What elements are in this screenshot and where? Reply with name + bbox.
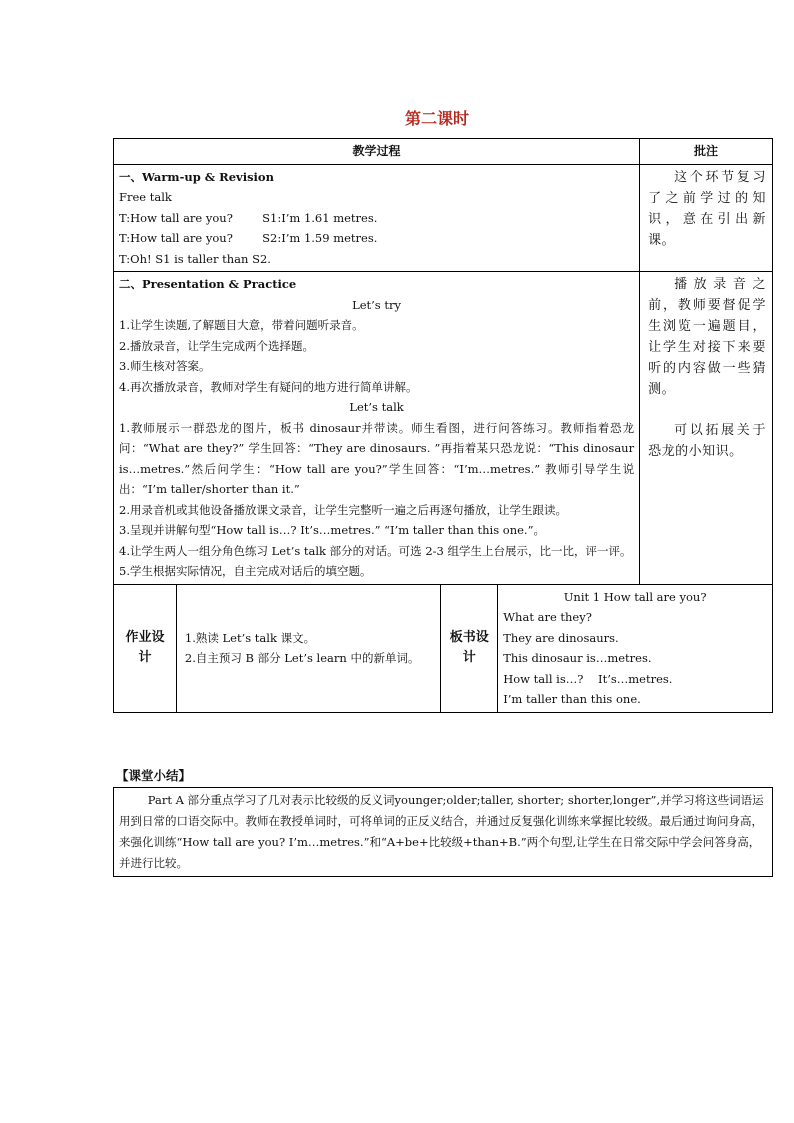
try-step: 4.再次播放录音，教师对学生有疑问的地方进行简单讲解。: [119, 379, 418, 394]
warmup-line: T:Oh! S1 is taller than S2.: [119, 251, 271, 266]
try-step: 3.师生核对答案。: [119, 359, 211, 373]
warmup-note-text: 这个环节复习了之前学过的知识，意在引出新课。: [648, 169, 766, 248]
warmup-line: Free talk: [119, 190, 172, 204]
board-line: This dinosaur is…metres.: [503, 651, 652, 665]
header-teaching-process: 教学过程: [114, 139, 640, 165]
try-step: 1.让学生读题,了解题目大意，带着问题听录音。: [119, 318, 364, 332]
homework-board-row: [114, 584, 773, 712]
lesson-plan-table: [113, 138, 773, 713]
board-title: Unit 1 How tall are you?: [563, 589, 707, 604]
presentation-note: [640, 272, 773, 585]
homework-line: 2.自主预习 B 部分 Let’s learn 中的新单词。: [184, 651, 420, 665]
board-line: They are dinosaurs.: [503, 630, 619, 645]
section-warmup-heading: 一、Warm-up & Revision: [119, 169, 274, 184]
talk-step: 5.学生根据实际情况，自主完成对话后的填空题。: [119, 564, 372, 578]
section-presentation-heading: 二、Presentation & Practice: [119, 277, 297, 291]
warmup-line: T:How tall are you? S2:I’m 1.59 metres.: [119, 231, 378, 245]
page-title: 第二课时: [404, 109, 469, 128]
summary-title: 【课堂小结】: [116, 768, 192, 783]
talk-step: 4.让学生两人一组分角色练习 Let’s talk 部分的对话。可选 2-3 组学生上台展示，比一比，评一评。: [119, 543, 632, 558]
presentation-note-text-1: 播放录音之前，教师要督促学生浏览一遍题目，让学生对接下来要听的内容做一些猜测。: [648, 277, 766, 397]
board-line: How tall is…? It’s…metres.: [503, 671, 673, 686]
presentation-note-text-2: 可以拓展关于恐龙的小知识。: [648, 423, 766, 459]
section-warmup-content: [114, 164, 640, 272]
talk-step: 1.教师展示一群恐龙的图片，板书 dinosaur并带读。师生看图，进行问答练习。教师指着恐龙问：“What are they?” 学生回答：“They are dinosaurs. ”再指着某只恐龙说：“This dinosaur is…metres.”然后问学生：“How tall are you?”学生回答：“I’m…metres.” 教师引导学生说出：“I’m taller/shorter than it.”: [119, 420, 635, 496]
talk-step: 2.用录音机或其他设备播放课文录音，让学生完整听一遍之后再逐句播放，让学生跟读。: [119, 502, 567, 517]
table-header-row: [114, 139, 773, 165]
try-step: 2.播放录音，让学生完成两个选择题。: [119, 338, 314, 353]
lets-try-title: Let’s try: [352, 297, 401, 312]
board-content: [498, 584, 773, 712]
homework-line: 1.熟读 Let’s talk 课文。: [184, 630, 316, 645]
section-warmup-row: [114, 164, 773, 272]
summary-box: [113, 787, 773, 877]
talk-step: 3.呈现并讲解句型“How tall is…? It’s…metres.” “I’m taller than this one.”。: [119, 523, 545, 537]
section-presentation-row: [114, 272, 773, 585]
lets-talk-title: Let’s talk: [349, 400, 404, 414]
section-presentation-content: [114, 272, 640, 585]
board-line: I’m taller than this one.: [503, 692, 641, 706]
board-label: 板书设计: [441, 584, 498, 712]
board-line: What are they?: [503, 610, 592, 624]
warmup-note: [640, 164, 773, 272]
summary-text: Part A 部分重点学习了几对表示比较级的反义词younger;older;taller, shorter; shorter,longer”,并学习将这些词语运用到日常的口语交际中。教师在教授单词时，可将单词的正反义结合，并通过反复强化训练来掌握比较级。最后通过询问身高，来强化训练“How tall are you? I’m…metres.”和“A+be+比较级+than+B.”两个句型,让学生在日常交际中学会问答身高，并进行比较。: [119, 793, 764, 870]
header-notes: 批注: [640, 139, 773, 165]
homework-label: 作业设计: [114, 584, 177, 712]
warmup-line: T:How tall are you? S1:I’m 1.61 metres.: [119, 210, 378, 225]
homework-content: [176, 584, 440, 712]
